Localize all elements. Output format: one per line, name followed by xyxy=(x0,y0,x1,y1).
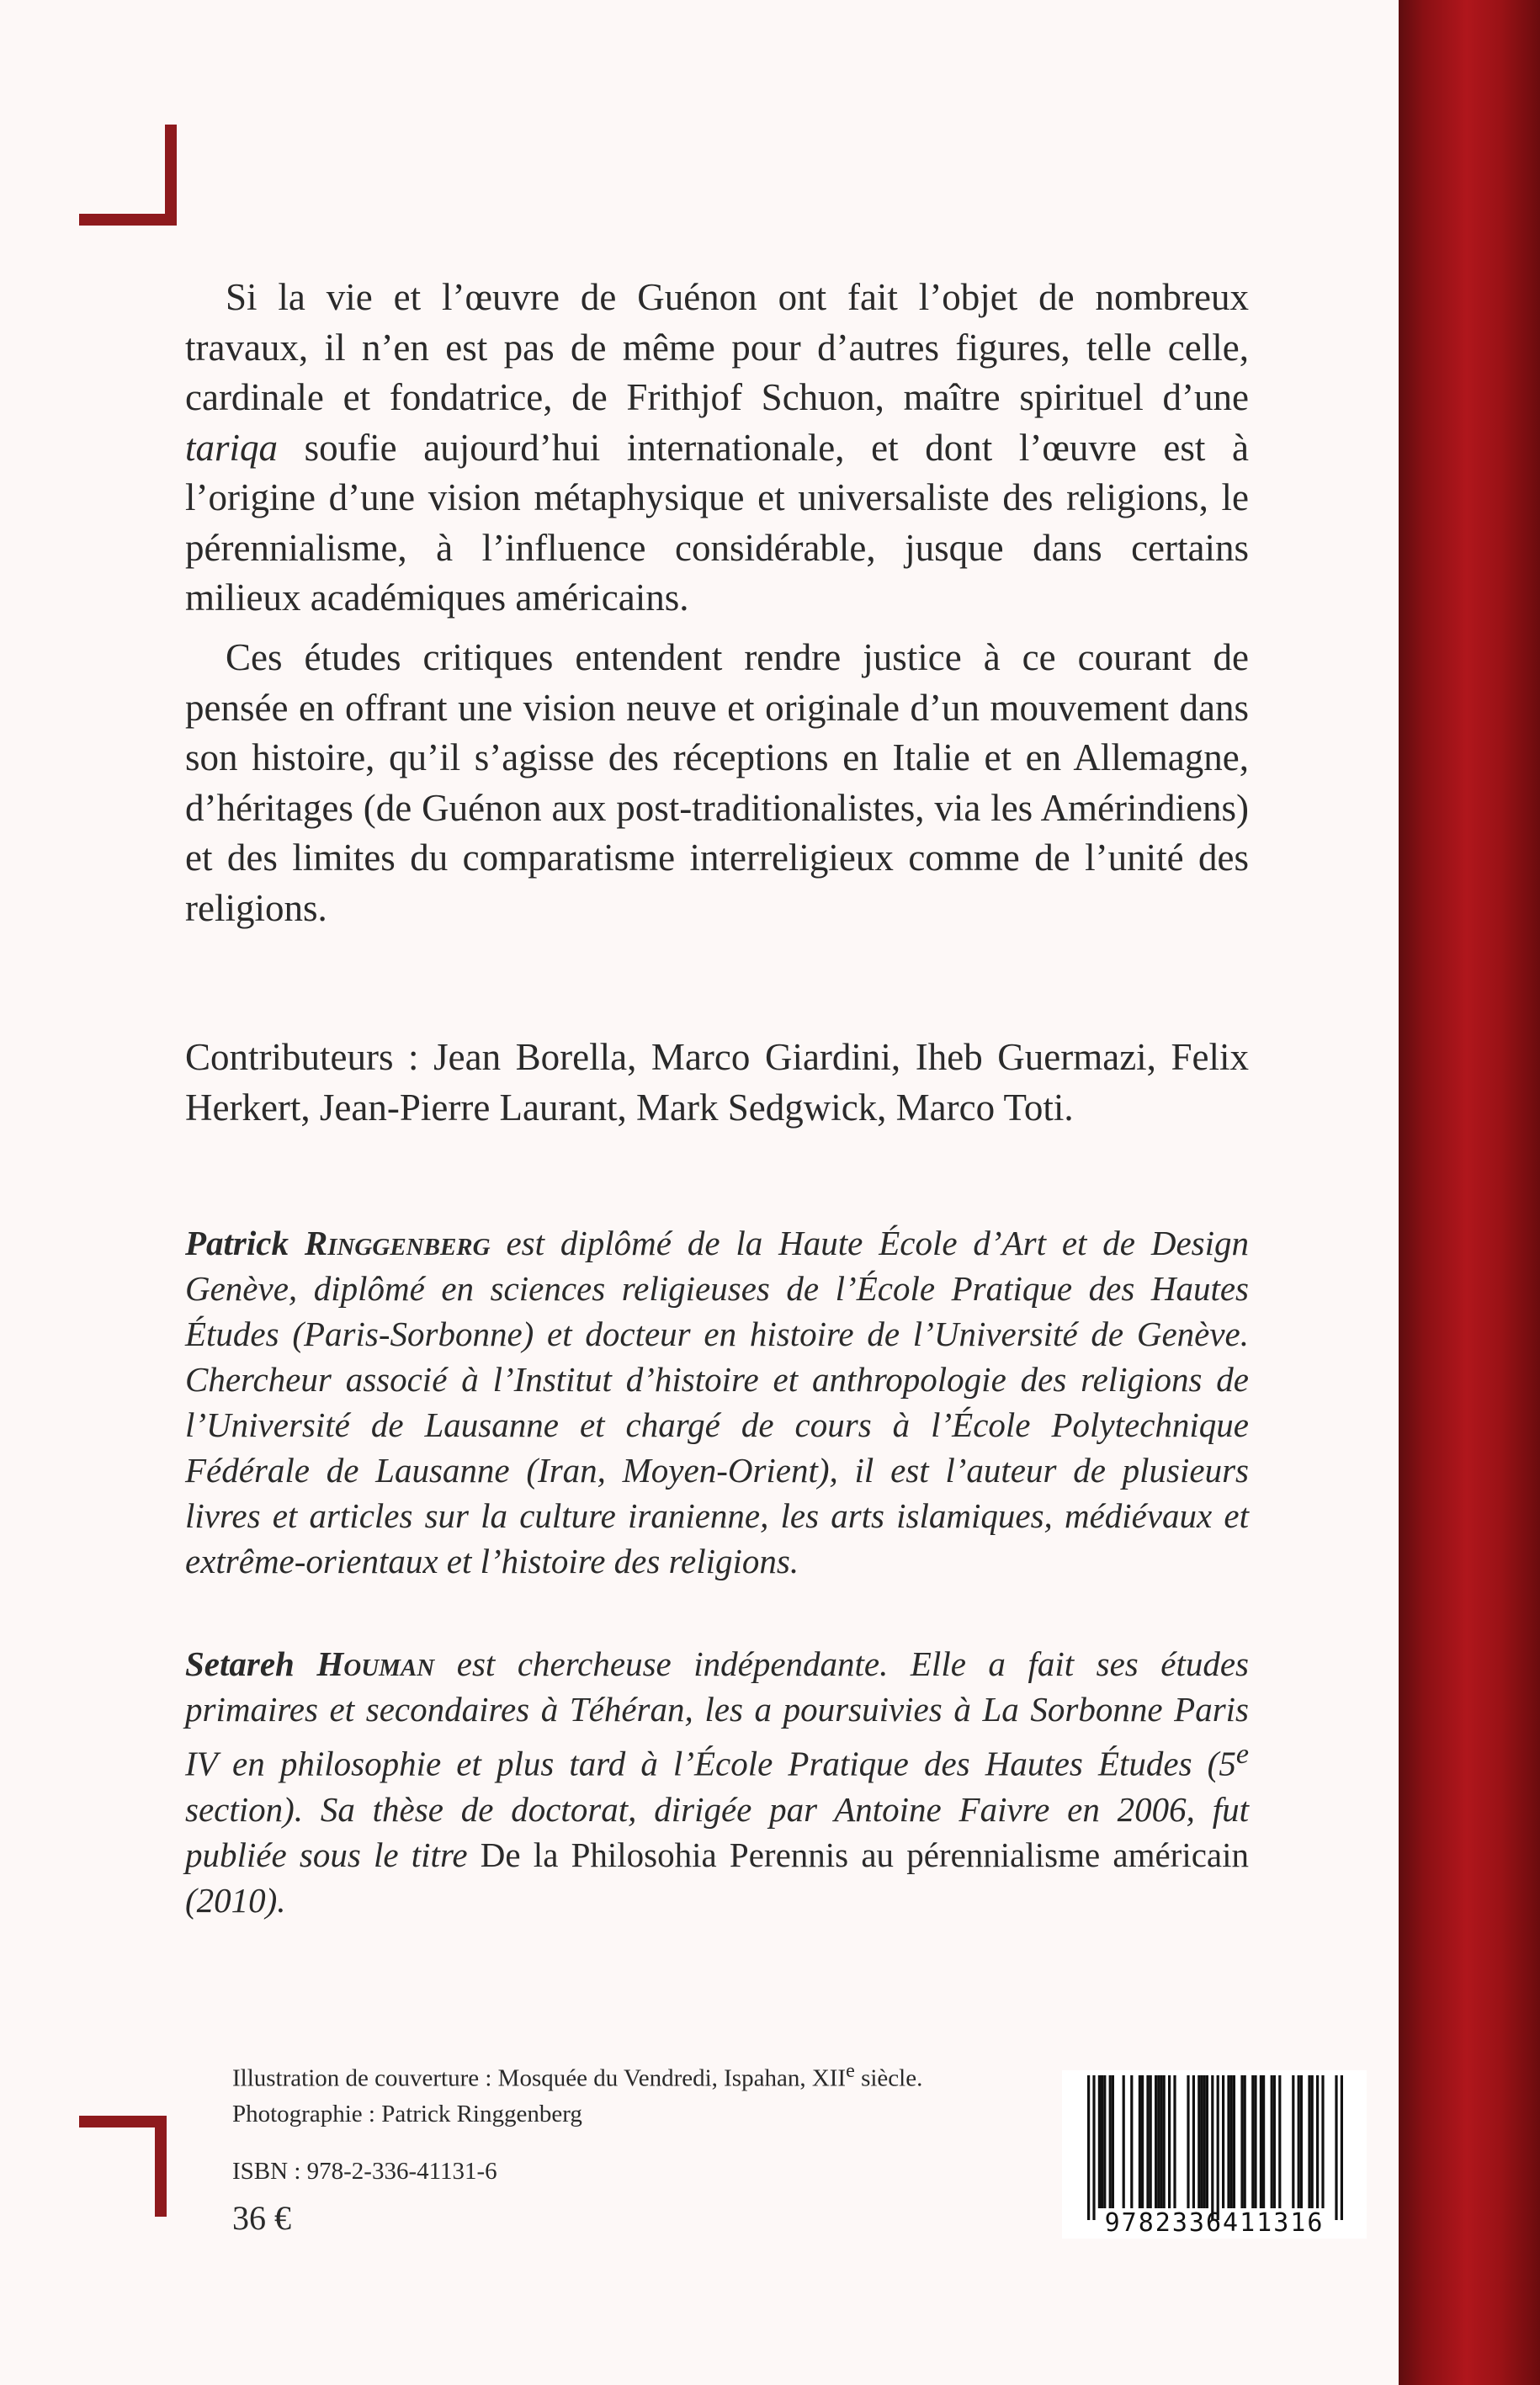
barcode-bar xyxy=(1273,2075,1276,2208)
barcode-bar xyxy=(1160,2075,1162,2208)
barcode-bar xyxy=(1335,2075,1337,2220)
summary-paragraph-1: Si la vie et l’œuvre de Guénon ont fait l’objet de nombreux travaux, il n’en est pas de même pour d’autres figures, telle celle, cardinale et fondatrice, de Frithjof Schuon, maître spirituel d’une tariqa soufie aujourd’hui internationale, et dont l’œuvre est à l’origine d’une vision métaphysique et universaliste des religions, le pérennialisme, à l’influence considérable, jusque dans certains milieux académiques américains. xyxy=(185,276,1249,619)
illustration-credit: Illustration de couverture : Mosquée du Vendredi, Ispahan, XIIe siècle. xyxy=(232,2059,923,2092)
barcode-bar xyxy=(1254,2075,1256,2208)
barcode-digits: 9782336411316 xyxy=(1104,2208,1325,2238)
barcode-bar xyxy=(1244,2075,1246,2208)
barcode-bar xyxy=(1251,2075,1254,2208)
barcode-bar xyxy=(1311,2075,1314,2208)
barcode-bar xyxy=(1197,2075,1200,2208)
author-first-name: Patrick xyxy=(185,1224,289,1262)
corner-bracket-bottom xyxy=(79,2116,167,2217)
book-spine xyxy=(1399,0,1540,2385)
barcode-bar xyxy=(1173,2075,1176,2208)
image-credits xyxy=(232,2053,1040,2132)
barcode-bar xyxy=(1300,2075,1303,2208)
barcode-bar xyxy=(1227,2075,1229,2208)
barcode-bar xyxy=(1139,2075,1141,2208)
contributors-list: Contributeurs : Jean Borella, Marco Giardini, Iheb Guermazi, Felix Herkert, Jean-Pierre Laurant, Mark Sedgwick, Marco Toti. xyxy=(185,1036,1249,1129)
barcode-bar xyxy=(1262,2075,1265,2208)
isbn: ISBN : 978-2-336-41131-6 xyxy=(232,2158,497,2185)
barcode-bar xyxy=(1230,2075,1233,2208)
barcode-bar xyxy=(1321,2075,1324,2208)
barcode-bar xyxy=(1098,2075,1101,2208)
author-last-name: Ringgenberg xyxy=(304,1224,491,1262)
barcode-bar xyxy=(1292,2075,1294,2208)
barcode-bar xyxy=(1298,2075,1300,2208)
author-bio-ringgenberg: Patrick Ringgenberg est diplômé de la Haute École d’Art et de Design Genève, diplômé en sciences religieuses de l’École Pratique des Hautes Études (Paris-Sorbonne) et docteur en histoire de l’Université de Genève. Chercheur associé à l’Institut d’histoire et anthropologie des religions de l’Université de Lausanne et chargé de cours à l’École Polytechnique Fédérale de Lausanne (Iran, Moyen-Orient), il est l’auteur de plusieurs livres et articles sur la culture iranienne, les arts islamiques, médiévaux et extrême-orientaux et l’histoire des religions. xyxy=(185,1224,1249,1580)
barcode-bar xyxy=(1217,2075,1219,2220)
barcode-bar xyxy=(1155,2075,1157,2208)
barcode-bar xyxy=(1233,2075,1235,2208)
price: 36 € xyxy=(232,2199,291,2237)
barcode-bar xyxy=(1087,2075,1090,2220)
barcode-bar xyxy=(1316,2075,1319,2208)
book-title: De la Philosohia Perennis au pérennialisme américain xyxy=(480,1835,1249,1874)
barcode-bar xyxy=(1341,2075,1343,2220)
corner-bracket-top xyxy=(79,125,177,226)
barcode-bar xyxy=(1130,2075,1133,2208)
barcode-bar xyxy=(1112,2075,1114,2208)
barcode-bar xyxy=(1150,2075,1152,2208)
barcode-bar xyxy=(1192,2075,1195,2208)
barcode-bar xyxy=(1146,2075,1149,2208)
term-tariqa: tariqa xyxy=(185,426,279,469)
barcode-bar xyxy=(1260,2075,1262,2208)
author-first-name: Setareh xyxy=(185,1644,295,1683)
barcode-bar xyxy=(1103,2075,1106,2208)
barcode-bar xyxy=(1308,2075,1310,2208)
barcode-bar xyxy=(1200,2075,1203,2208)
barcode-bar xyxy=(1157,2075,1160,2208)
barcode-bar xyxy=(1141,2075,1144,2208)
barcode-bar xyxy=(1240,2075,1243,2208)
barcode-bar xyxy=(1109,2075,1112,2208)
barcode-bar xyxy=(1203,2075,1206,2208)
summary-paragraph-2: Ces études critiques entendent rendre justice à ce courant de pensée en offrant une vision neuve et originale d’un mouvement dans son histoire, qu’il s’agisse des réceptions en Italie et en Allemagne, d’héritages (de Guénon aux post-traditionalistes, via les Amérindiens) et des limites du comparatisme interreligieux comme de l’unité des religions. xyxy=(185,636,1249,929)
isbn-barcode xyxy=(1062,2070,1367,2239)
barcode-bar xyxy=(1211,2075,1213,2220)
author-bio-houman: Setareh Houman est chercheuse indépendante. Elle a fait ses études primaires et secondaires à Téhéran, les a poursuivies à La Sorbonne Paris IV en philosophie et plus tard à l’École Pratique des Hautes Études (5e section). Sa thèse de doctorat, dirigée par Antoine Faivre en 2006, fut publiée sous le titre De la Philosohia Perennis au pérennialisme américain (2010). xyxy=(185,1644,1250,1920)
barcode-bar xyxy=(1168,2075,1171,2208)
barcode-bar xyxy=(1123,2075,1125,2208)
barcode-bar xyxy=(1222,2075,1224,2208)
barcode-bar xyxy=(1278,2075,1281,2208)
barcode-bar xyxy=(1206,2075,1208,2208)
barcode-bar xyxy=(1271,2075,1273,2208)
barcode-bar xyxy=(1092,2075,1095,2220)
author-last-name: Houman xyxy=(316,1644,435,1683)
barcode-bar xyxy=(1187,2075,1189,2208)
barcode-bar xyxy=(1163,2075,1166,2208)
photo-credit: Photographie : Patrick Ringgenberg xyxy=(232,2100,582,2127)
barcode-bar xyxy=(1101,2075,1103,2208)
